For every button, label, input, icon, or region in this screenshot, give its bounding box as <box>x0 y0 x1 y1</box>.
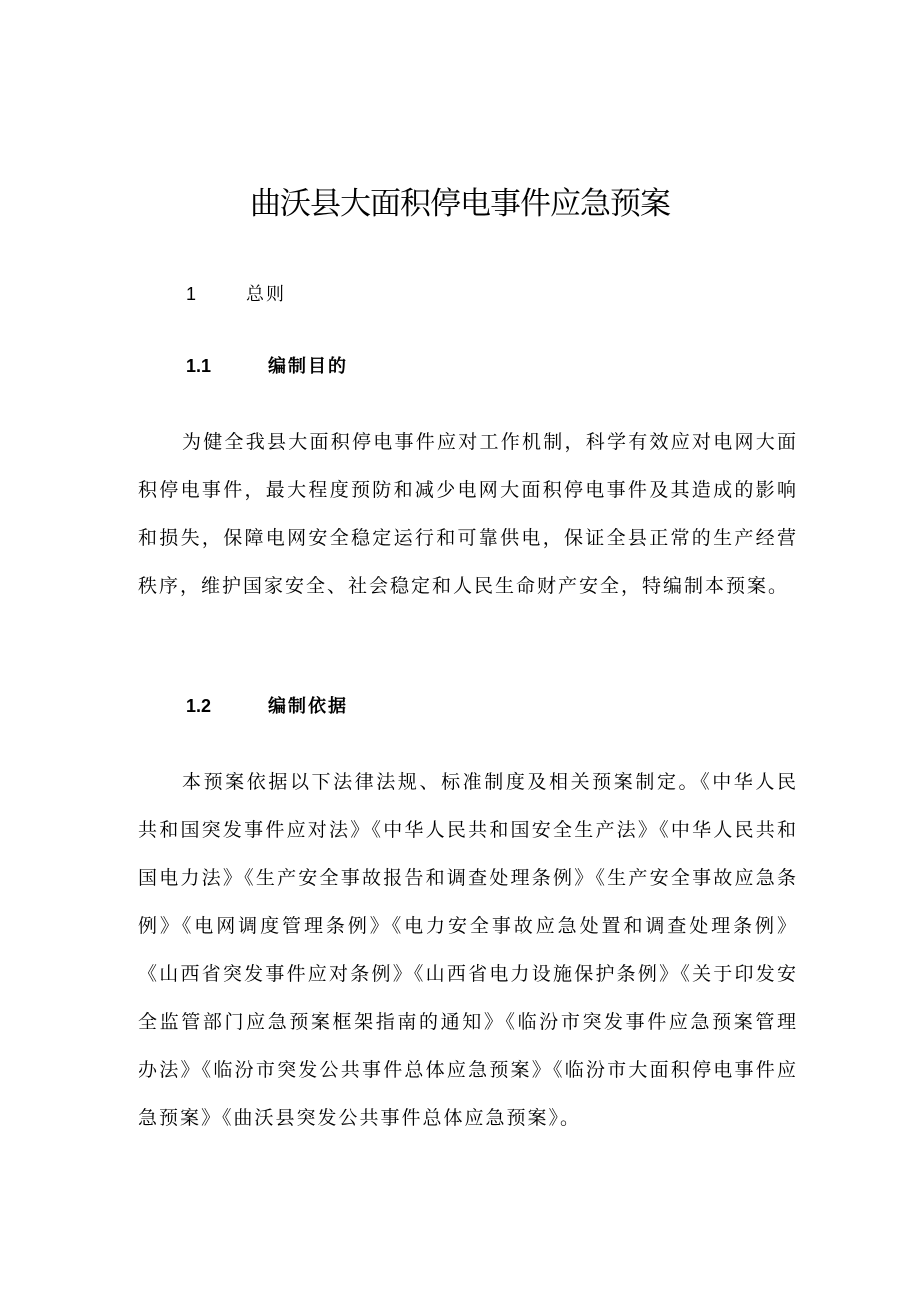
section-label: 总则 <box>246 284 286 305</box>
section-number: 1.1 <box>186 356 212 376</box>
section-number: 1.2 <box>186 696 212 716</box>
paragraph-basis: 本预案依据以下法律法规、标准制度及相关预案制定。《中华人民共和国突发事件应对法》《中华人民共和国安全生产法》《中华人民共和国电力法》《生产安全事故报告和调查处理条例》《生产安全事故应急条例》《电网调度管理条例》《电力安全事故应急处置和调查处理条例》《山西省突发事件应对条例》《山西省电力设施保护条例》《关于印发安全监管部门应急预案框架指南的通知》《临汾市突发事件应急预案管理办法》《临汾市突发公共事件总体应急预案》《临汾市大面积停电事件应急预案》《曲沃县突发公共事件总体应急预案》。 <box>138 771 798 1129</box>
section-heading-1-2 <box>186 693 348 720</box>
section-heading-1-1 <box>186 353 348 380</box>
section-number: 1 <box>186 284 197 304</box>
section-label: 编制目的 <box>268 356 348 377</box>
section-heading-1 <box>186 281 286 308</box>
document-title: 曲沃县大面积停电事件应急预案 <box>250 186 670 222</box>
paragraph-purpose: 为健全我县大面积停电事件应对工作机制，科学有效应对电网大面积停电事件，最大程度预防和减少电网大面积停电事件及其造成的影响和损失，保障电网安全稳定运行和可靠供电，保证全县正常的生产经营秩序，维护国家安全、社会稳定和人民生命财产安全，特编制本预案。 <box>138 431 798 597</box>
section-label: 编制依据 <box>268 696 348 717</box>
